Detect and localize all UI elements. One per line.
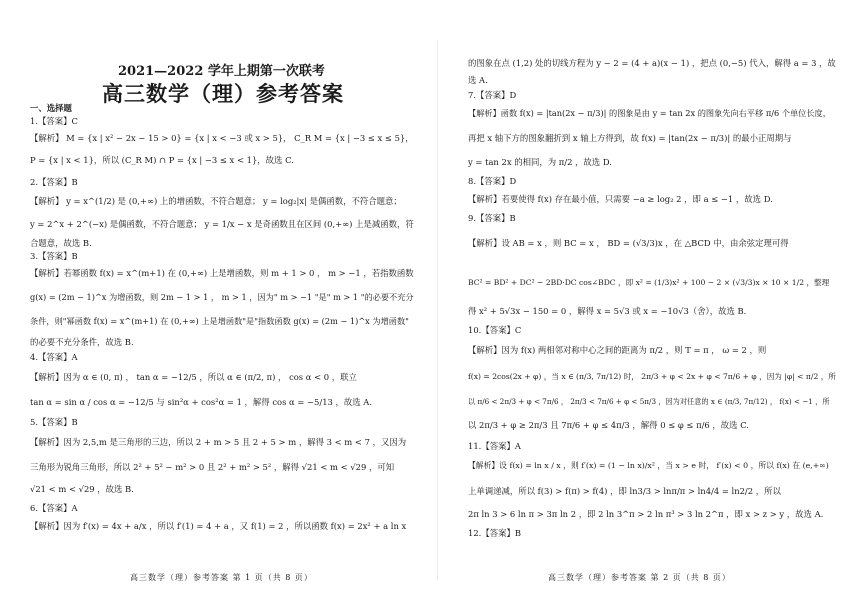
analysis-line: 【解析】因为 f′(x) = 4x + a/x ，所以 f′(1) = 4 + a ，又 f(1) = 2 ，所以函数 f(x) = 2x² + a ln x	[30, 521, 407, 531]
analysis-line: 再把 x 轴下方的图象翻折到 x 轴上方得到，故 f(x) = |tan(2x − π/3)| 的最小正周期与	[468, 133, 792, 143]
analysis-line: 【解析】因为 2,5,m 是三角形的三边，所以 2 + m > 5 且 2 + 5 > m ，解得 3 < m < 7 ，又因为	[30, 437, 407, 447]
answer-line: 10.【答案】C	[468, 325, 522, 335]
analysis-line: 三角形为锐角三角形，所以 2² + 5² − m² > 0 且 2² + m² > 5² ，解得 √21 < m < √29 ，可知	[30, 462, 395, 472]
answer-line: 9.【答案】B	[468, 213, 516, 223]
analysis-line: 条件，则"幂函数 f(x) = x^(m+1) 在 (0,+∞) 上是增函数"是"指数函数 g(x) = (2m − 1)^x 为增函数"	[30, 316, 409, 326]
answer-line: 2.【答案】B	[30, 177, 78, 187]
answer-line: 8.【答案】D	[468, 176, 517, 186]
analysis-line: 【解析】因为 f(x) 两相邻对称中心之间的距离为 π/2 ，则 T = π ， ω = 2 ，则	[468, 345, 767, 355]
analysis-line: 的图象在点 (1,2) 处的切线方程为 y − 2 = (4 + a)(x − 1) ，把点 (0,−5) 代入，解得 a = 3 ，故	[468, 58, 836, 68]
analysis-line: f(x) = 2cos(2x + φ) ，当 x ∈ (π/3, 7π/12) 时， 2π/3 + φ < 2x + φ < 7π/6 + φ ，因为 |φ| < π/2 ，所	[468, 372, 836, 381]
exam-title: 2021—2022 学年上期第一次联考	[118, 64, 325, 79]
analysis-line: 选 A.	[468, 75, 488, 85]
analysis-line: y = 2^x + 2^(−x) 是偶函数，不符合题意； y = 1/x − x 是奇函数且在区间 (0,+∞) 上是减函数，符	[30, 219, 414, 229]
section-heading: 一、选择题	[30, 103, 72, 113]
analysis-line: 【解析】若幂函数 f(x) = x^(m+1) 在 (0,+∞) 上是增函数，则 m + 1 > 0 ， m > −1 ，若指数函数	[30, 268, 414, 278]
analysis-line: g(x) = (2m − 1)^x 为增函数，则 2m − 1 > 1 ， m > 1 ，因为" m > −1 "是" m > 1 "的必要不充分	[30, 292, 414, 302]
answer-line: 3.【答案】B	[30, 251, 78, 261]
analysis-line: 合题意，故选 B.	[30, 238, 92, 248]
column-divider	[437, 40, 438, 580]
analysis-line: BC² = BD² + DC² − 2BD·DC cos∠BDC ，即 x² = (1/3)x² + 100 − 2 × (√3/3)x × 10 × 1/2 ，整理	[468, 278, 830, 287]
analysis-line: 以 π/6 < 2π/3 + φ < 7π/6 ， 2π/3 < 7π/6 + φ < 5π/3 ，因为对任意的 x ∈ (π/3, 7π/12) ， f(x) < −1 ，所	[468, 397, 830, 406]
analysis-line: 【解析】 y = x^(1/2) 是 (0,+∞) 上的增函数，不符合题意； y = log₂|x| 是偶函数，不符合题意；	[30, 196, 402, 206]
page-footer: 高三数学（理）参考答案 第 1 页（共 8 页）	[130, 573, 313, 582]
analysis-line: 【解析】因为 α ∈ (0, π) ， tan α = −12/5 ，所以 α ∈ (π/2, π) ， cos α < 0 ，联立	[30, 372, 357, 382]
answer-line: 5.【答案】B	[30, 417, 78, 427]
answer-line: 4.【答案】A	[30, 352, 78, 362]
analysis-line: 【解析】 M = {x | x² − 2x − 15 > 0} = {x | x < −3 或 x > 5}， C_R M = {x | −3 ≤ x ≤ 5}，	[30, 133, 414, 143]
analysis-line: 【解析】函数 f(x) = |tan(2x − π/3)| 的图象是由 y = tan 2x 的图象先向右平移 π/6 个单位长度，	[468, 108, 831, 118]
answer-line: 11.【答案】A	[468, 441, 521, 451]
answer-line: 6.【答案】A	[30, 503, 78, 513]
analysis-line: tan α = sin α / cos α = −12/5 与 sin²α + cos²α = 1 ，解得 cos α = −5/13 ，故选 A.	[30, 397, 373, 407]
answer-line: 1.【答案】C	[30, 116, 78, 126]
analysis-line: 【解析】若要使得 f(x) 存在最小值，只需要 −a ≥ log₂ 2 ，即 a ≤ −1 ，故选 D.	[468, 194, 773, 204]
analysis-line: 【解析】设 AB = x ，则 BC = x ， BD = (√3/3)x ，在 △BCD 中，由余弦定理可得	[468, 238, 789, 248]
analysis-line: 【解析】设 f(x) = ln x / x ，则 f′(x) = (1 − ln x)/x² ，当 x > e 时， f′(x) < 0 ，所以 f(x) 在 (e,+∞)	[468, 461, 829, 470]
analysis-line: 上单调递减，所以 f(3) > f(π) > f(4) ，即 ln3/3 > lnπ/π > ln4/4 = ln2/2 ，所以	[468, 486, 781, 496]
right-column	[468, 0, 836, 608]
analysis-line: 得 x² + 5√3x − 150 = 0 ，解得 x = 5√3 或 x = −10√3（舍），故选 B.	[468, 306, 747, 316]
analysis-line: √21 < m < √29 ，故选 B.	[30, 484, 134, 494]
answer-key-heading: 高三数学（理）参考答案	[102, 81, 344, 106]
analysis-line: 以 2π/3 + φ ≥ 2π/3 且 7π/6 + φ ≤ 4π/3 ，解得 0 ≤ φ ≤ π/6 ，故选 C.	[468, 420, 749, 430]
page-footer: 高三数学（理）参考答案 第 2 页（共 8 页）	[548, 573, 731, 582]
analysis-line: 2π ln 3 > 6 ln π > 3π ln 2 ，即 2 ln 3^π > 2 ln π³ > 3 ln 2^π ，即 x > z > y ，故选 A.	[468, 509, 824, 519]
answer-line: 12.【答案】B	[468, 528, 521, 538]
analysis-line: 的必要不充分条件，故选 B.	[30, 337, 134, 347]
analysis-line: y = tan 2x 的相同，为 π/2 ，故选 D.	[468, 157, 612, 167]
answer-line: 7.【答案】D	[468, 90, 517, 100]
left-column	[30, 0, 415, 608]
analysis-line: P = {x | x < 1}，所以 (C_R M) ∩ P = {x | −3 ≤ x < 1}，故选 C.	[30, 155, 294, 165]
